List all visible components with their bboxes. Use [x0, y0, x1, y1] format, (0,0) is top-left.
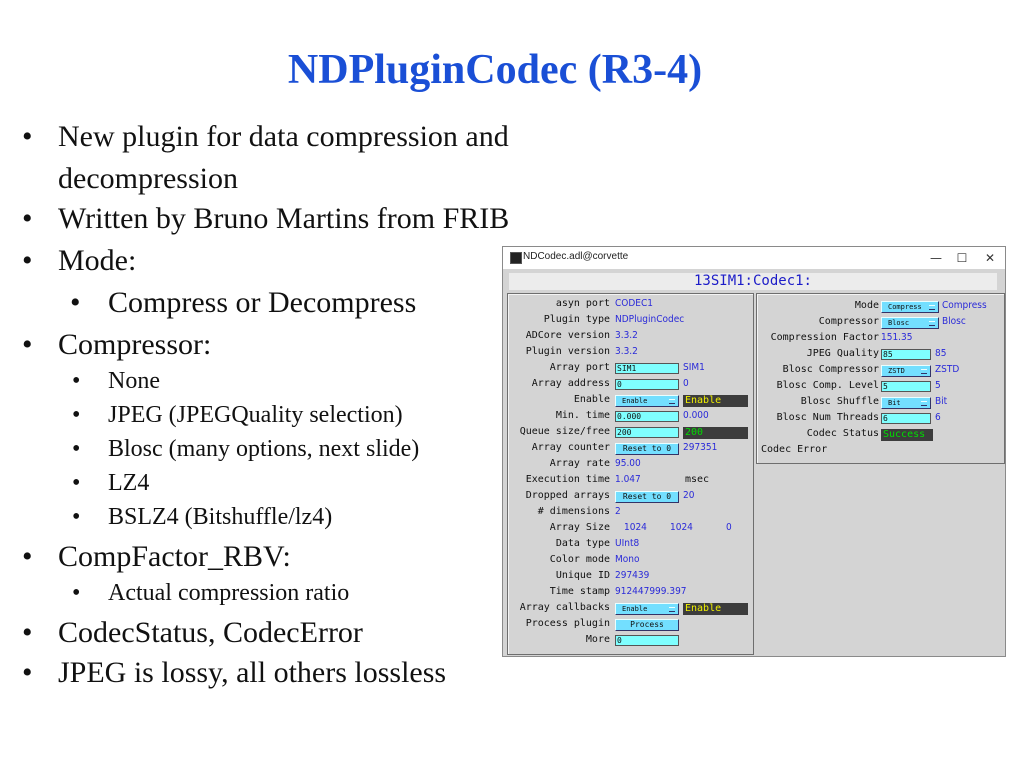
blosc-compressor-menu[interactable] — [881, 365, 931, 377]
adcore-version-label: ADCore version — [525, 330, 610, 341]
array-address-readback: 0 — [683, 378, 689, 389]
blosc-num-threads-readback: 6 — [935, 412, 941, 423]
compressor-menu-value: Blosc — [888, 319, 910, 327]
close-button[interactable]: ✕ — [984, 251, 996, 265]
array-address-label: Array address — [531, 378, 610, 389]
pv-prefix-banner: 13SIM1:Codec1: — [509, 273, 997, 290]
array-size-x: 1024 — [624, 522, 647, 533]
enable-menu-value: Enable — [622, 397, 648, 405]
bullet-marker: • — [72, 504, 81, 530]
bullet-marker: • — [72, 580, 81, 606]
blosc-compressor-label: Blosc Compressor — [782, 364, 879, 375]
enable-menu[interactable] — [615, 395, 679, 407]
bullet-marker: • — [72, 402, 81, 428]
bullet-marker: • — [22, 202, 33, 235]
reset-array-counter-button[interactable]: Reset to 0 — [615, 443, 679, 455]
process-button[interactable]: Process — [615, 619, 679, 631]
plugin-version-value: 3.3.2 — [615, 346, 638, 357]
bullet-marker: • — [22, 616, 33, 649]
mode-readback: Compress — [942, 300, 987, 311]
codec-status-label: Codec Status — [806, 428, 879, 439]
dimensions-label: # dimensions — [537, 506, 610, 517]
array-size-label: Array Size — [549, 522, 610, 533]
bullet-marker: • — [72, 470, 81, 496]
blosc-shuffle-menu[interactable] — [881, 397, 931, 409]
slide-title: NDPluginCodec (R3-4) — [287, 47, 703, 93]
execution-time-unit: msec — [685, 474, 710, 485]
array-size-z: 0 — [726, 522, 732, 533]
min-time-input[interactable]: 0.000 — [615, 411, 679, 422]
blosc-comp-level-input[interactable]: 5 — [881, 381, 931, 392]
bullet-marker: • — [72, 368, 81, 394]
more-label: More — [585, 634, 610, 645]
blosc-num-threads-label: Blosc Num Threads — [776, 412, 879, 423]
plugin-type-label: Plugin type — [543, 314, 610, 325]
bullet-marker: • — [72, 436, 81, 462]
menu-indicator-icon — [921, 369, 927, 374]
plugin-type-value: NDPluginCodec — [615, 314, 685, 325]
window-title: NDCodec.adl@corvette — [523, 251, 629, 262]
time-stamp-label: Time stamp — [549, 586, 610, 597]
menu-indicator-icon — [921, 401, 927, 406]
plugin-version-label: Plugin version — [525, 346, 610, 357]
blosc-comp-level-label: Blosc Comp. Level — [776, 380, 879, 391]
menu-indicator-icon — [669, 399, 675, 404]
dimensions-value: 2 — [615, 506, 621, 517]
dropped-arrays-value: 20 — [683, 490, 695, 501]
array-callbacks-status: Enable — [683, 603, 748, 615]
maximize-button[interactable]: ☐ — [956, 251, 968, 265]
unique-id-value: 297439 — [615, 570, 650, 581]
array-callbacks-label: Array callbacks — [519, 602, 610, 613]
queue-size-input[interactable]: 200 — [615, 427, 679, 438]
compressor-menu[interactable] — [881, 317, 939, 329]
window-titlebar[interactable] — [503, 247, 1005, 269]
blosc-compressor-readback: ZSTD — [935, 364, 960, 375]
array-callbacks-menu[interactable] — [615, 603, 679, 615]
bullet-marker: • — [70, 286, 81, 319]
jpeg-quality-label: JPEG Quality — [806, 348, 879, 359]
right-panel — [756, 293, 1005, 464]
enable-label: Enable — [573, 394, 610, 405]
data-type-label: Data type — [555, 538, 610, 549]
left-panel — [507, 293, 754, 655]
more-menu[interactable]: 0 — [615, 635, 679, 646]
reset-dropped-arrays-button[interactable]: Reset to 0 — [615, 491, 679, 503]
array-callbacks-menu-value: Enable — [622, 605, 648, 613]
compressor-readback: Blosc — [942, 316, 966, 327]
blosc-compressor-menu-value: ZSTD — [888, 367, 905, 375]
min-time-readback: 0.000 — [683, 410, 709, 421]
menu-indicator-icon — [669, 607, 675, 612]
blosc-comp-level-readback: 5 — [935, 380, 941, 391]
compressor-label: Compressor — [818, 316, 879, 327]
bullet-marker: • — [22, 328, 33, 361]
array-port-readback: SIM1 — [683, 362, 705, 373]
blosc-shuffle-readback: Bit — [935, 396, 948, 407]
menu-indicator-icon — [929, 305, 935, 310]
array-address-input[interactable]: 0 — [615, 379, 679, 390]
data-type-value: UInt8 — [615, 538, 640, 549]
array-counter-value: 297351 — [683, 442, 718, 453]
bullet-marker: • — [22, 656, 33, 689]
bullet-marker: • — [22, 540, 33, 573]
min-time-label: Min. time — [555, 410, 610, 421]
compression-factor-value: 151.35 — [881, 332, 913, 343]
blosc-num-threads-input[interactable]: 6 — [881, 413, 931, 424]
array-size-y: 1024 — [670, 522, 693, 533]
jpeg-quality-input[interactable]: 85 — [881, 349, 931, 360]
queue-size-label: Queue size/free — [519, 426, 610, 437]
blosc-shuffle-menu-value: Bit — [888, 399, 901, 407]
execution-time-label: Execution time — [525, 474, 610, 485]
array-port-label: Array port — [549, 362, 610, 373]
menu-indicator-icon — [929, 321, 935, 326]
array-counter-label: Array counter — [531, 442, 610, 453]
mode-menu-value: Compress — [888, 303, 922, 311]
time-stamp-value: 912447999.397 — [615, 586, 687, 597]
process-plugin-label: Process plugin — [525, 618, 610, 629]
compression-factor-label: Compression Factor — [770, 332, 879, 343]
codec-status-indicator: Success — [881, 429, 933, 441]
mode-label: Mode — [854, 300, 879, 311]
dropped-arrays-label: Dropped arrays — [525, 490, 610, 501]
color-mode-label: Color mode — [549, 554, 610, 565]
queue-free-status: 200 — [683, 427, 748, 439]
unique-id-label: Unique ID — [555, 570, 610, 581]
array-port-input[interactable]: SIM1 — [615, 363, 679, 374]
asyn-port-label: asyn port — [555, 298, 610, 309]
color-mode-value: Mono — [615, 554, 640, 565]
codec-error-label: Codec Error — [761, 444, 828, 455]
blosc-shuffle-label: Blosc Shuffle — [800, 396, 879, 407]
minimize-button[interactable]: — — [930, 251, 942, 265]
mode-menu[interactable] — [881, 301, 939, 313]
jpeg-quality-readback: 85 — [935, 348, 947, 359]
app-icon — [510, 252, 522, 264]
array-rate-value: 95.00 — [615, 458, 641, 469]
enable-status: Enable — [683, 395, 748, 407]
adcore-version-value: 3.3.2 — [615, 330, 638, 341]
array-rate-label: Array rate — [549, 458, 610, 469]
bullet-marker: • — [22, 120, 33, 153]
execution-time-value: 1.047 — [615, 474, 641, 485]
ndcodec-window — [502, 246, 1006, 657]
asyn-port-value: CODEC1 — [615, 298, 653, 309]
bullet-marker: • — [22, 244, 33, 277]
